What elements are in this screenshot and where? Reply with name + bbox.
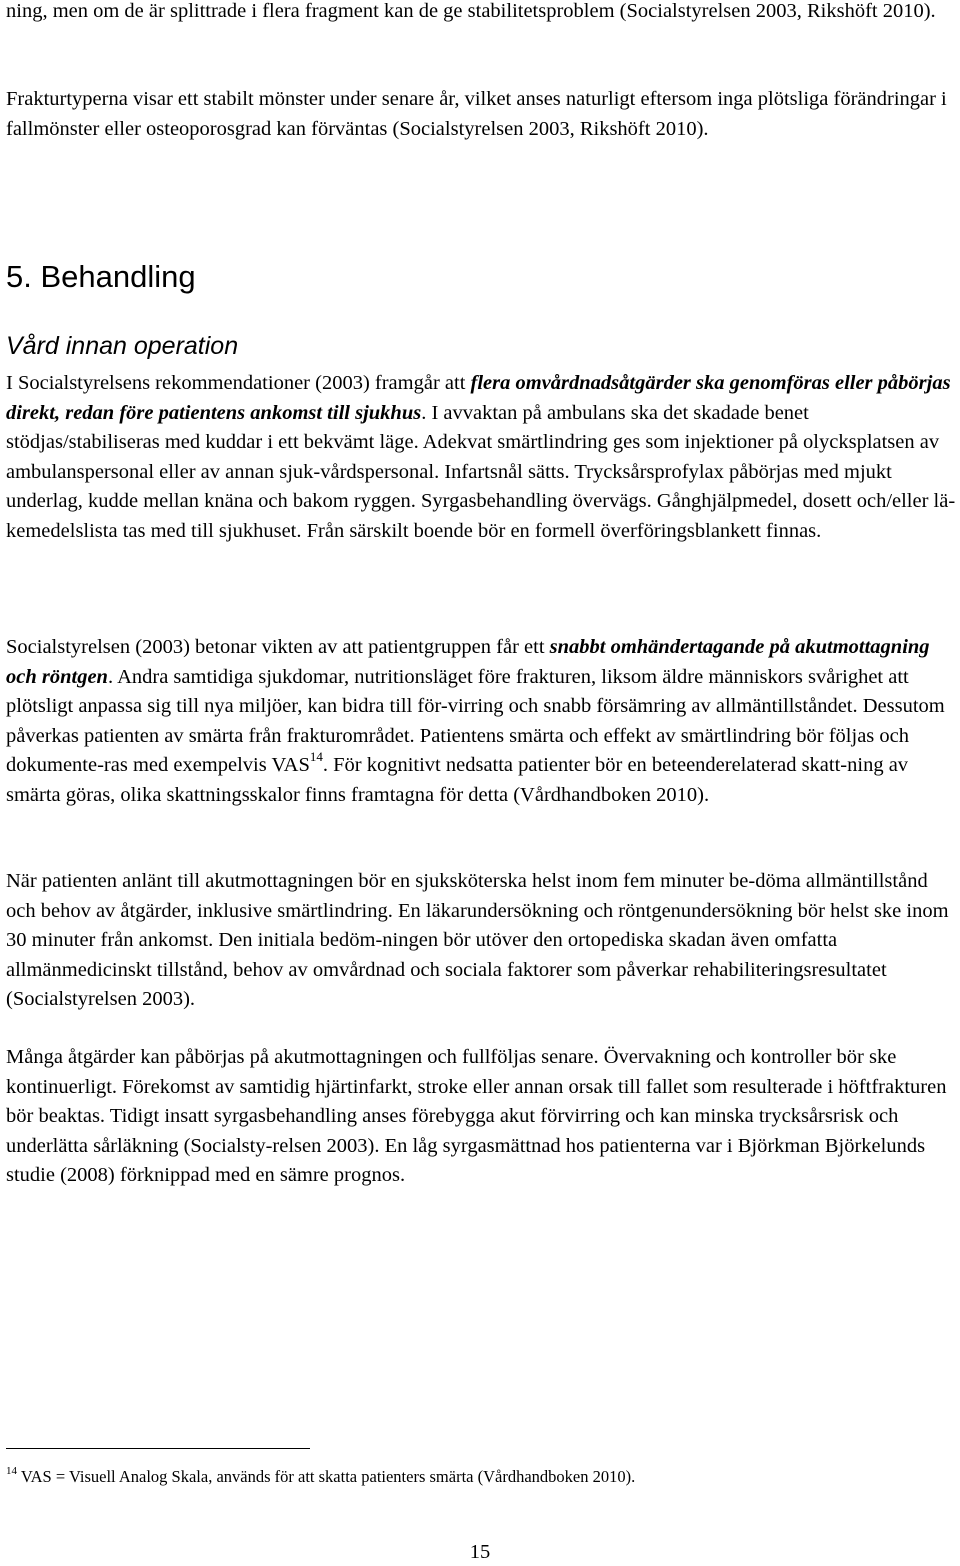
text-run: . I avvaktan på ambulans ska det skadade benet stödjas/stabiliseras med kuddar i ett bekvämt läge. Adekvat smärtlindring ges som injektioner på olycksplatsen av ambulanspersonal eller av annan sjuk-vårdspersonal. Infartsnål sätts. Trycksårsprofylax påbörjas med mjukt underlag, kudde mellan knäna och bakom ryggen. Syrgasbehandling övervägs. Gånghjälpmedel, dosett och/eller lä-kemedelslista tas med till sjukhuset. Från särskilt boende bör en formell överföringsblankett finnas. xyxy=(6,401,956,542)
text-run: . För kognitivt nedsatta patienter bör en beteenderelaterad skatt-ning av smärta göras, olika skattningsskalor finns framtagna för detta (Vårdhandboken 2010). xyxy=(6,754,909,806)
text-run: I Socialstyrelsens rekommendationer (2003) framgår att xyxy=(6,372,471,394)
footnote xyxy=(6,1466,956,1488)
paragraph-emergency-care xyxy=(6,633,956,810)
footnote-number: 14 xyxy=(6,1464,17,1477)
paragraph-continuation: ning, men om de är splittrade i flera fragment kan de ge stabilitetsproblem (Socialstyrelsen 2003, Rikshöft 2010). xyxy=(6,0,936,22)
emphasis-text: snabbt omhändertagande på akutmottagning och röntgen xyxy=(6,636,930,688)
page-number: 15 xyxy=(469,1541,491,1563)
text-run: . Andra samtidiga sjukdomar, nutritionsläget före frakturen, liksom äldre människors svårighet att plötsligt anpassa sig till nya miljöer, kan bidra till för-virring och snabb försämring av allmäntillståndet. Dessutom påverkas patienten av smärta från frakturområdet. Patientens smärta och effekt av smärtlindring bör följas och dokumente-ras med exempelvis VAS xyxy=(6,665,945,776)
text-run: Socialstyrelsen (2003) betonar vikten av att patientgruppen får ett xyxy=(6,636,550,658)
paragraph-fracture-types: Frakturtyperna visar ett stabilt mönster under senare år, vilket anses naturligt eftersom inga plötsliga förändringar i fallmönster eller osteoporosgrad kan förväntas (Socialstyrelsen 2003, Rikshöft 2010). xyxy=(6,88,947,140)
section-heading: 5. Behandling xyxy=(6,259,196,294)
footnote-text: VAS = Visuell Analog Skala, används för att skatta patienters smärta (Vårdhandboken 2010). xyxy=(17,1467,636,1486)
paragraph-measures: Många åtgärder kan påbörjas på akutmottagningen och fullföljas senare. Övervakning och kontroller bör ske kontinuerligt. Förekomst av samtidig hjärtinfarkt, stroke eller annan orsak till fallet som resulterade i höftfrakturen bör beaktas. Tidigt insatt syrgasbehandling anses förebygga akut förvirring och kan minska trycksårsrisk och underlätta sårläkning (Socialsty-relsen 2003). En låg syrgasmättnad hos patienterna var i Björkman Björkelunds studie (2008) förknippad med en sämre prognos. xyxy=(6,1046,947,1186)
paragraph-pre-hospital-care xyxy=(6,369,956,546)
emphasis-text: flera omvårdnadsåtgärder ska genomföras eller påbörjas direkt, redan före patientens ankomst till sjukhus xyxy=(6,372,951,424)
paragraph-arrival-assessment: När patienten anlänt till akutmottagningen bör en sjuksköterska helst inom fem minuter be-döma allmäntillstånd och behov av åtgärder, inklusive smärtlindring. En läkarundersökning och röntgenundersökning bör helst ske inom 30 minuter från ankomst. Den initiala bedöm-ningen bör utöver den ortopediska skadan även omfatta allmänmedicinskt tillstånd, behov av omvårdnad och sociala faktorer som påverkar rehabiliteringsresultatet (Socialstyrelsen 2003). xyxy=(6,870,949,1010)
section-subheading: Vård innan operation xyxy=(6,332,239,360)
footnote-separator xyxy=(6,1448,310,1449)
footnote-reference: 14 xyxy=(309,749,323,765)
